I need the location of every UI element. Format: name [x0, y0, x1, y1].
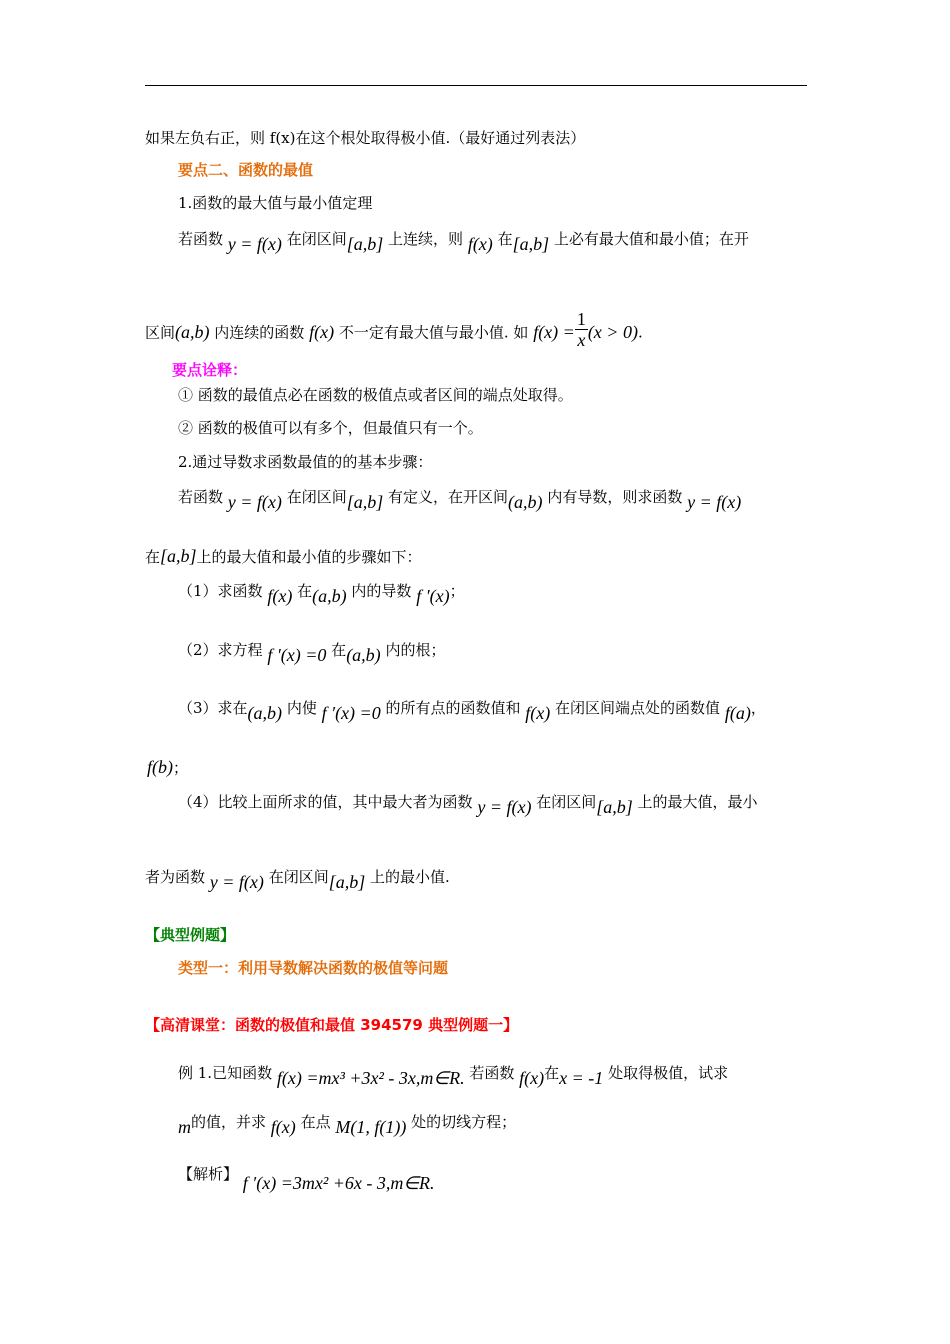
section-heading: 要点二、函数的最值 — [178, 161, 314, 179]
examples-heading: 【典型例题】 — [145, 926, 236, 944]
math-expression: (a,b) — [508, 492, 543, 512]
math-expression: y = f(x) — [687, 492, 742, 512]
math-expression: f ′(x) =0 — [321, 703, 381, 723]
math-expression: (a,b) — [175, 321, 210, 342]
math-expression: f(x) — [467, 234, 493, 254]
math-expression: f(a) — [724, 703, 751, 723]
math-expression: f(x) — [270, 1117, 296, 1137]
header-rule — [145, 85, 807, 86]
math-expression: f(x) = — [533, 321, 575, 342]
math-expression: y = f(x) — [209, 872, 264, 892]
math-expression: f(x) — [267, 586, 293, 606]
type-heading: 类型一：利用导数解决函数的极值等问题 — [178, 959, 449, 977]
example-line: 例 1.已知函数 f(x) =mx³ +3x² - 3x,m∈R. 若函数 f(x)在x = -1 处取得极值，试求 — [178, 1064, 729, 1088]
math-expression: f(b) — [147, 757, 173, 777]
subsection-title: 2.通过导数求函数最值的的基本步骤： — [178, 453, 433, 471]
math-expression: f(x) — [309, 321, 335, 342]
fraction: $\frac{1}{x}$ — [576, 309, 586, 350]
math-expression: f ′(x) =3mx² +6x - 3,m∈R. — [242, 1173, 435, 1193]
math-expression: (a,b) — [247, 703, 283, 723]
math-expression: (a,b) — [312, 586, 347, 606]
math-expression: f(x) — [525, 703, 551, 723]
math-expression: f ′(x) =0 — [267, 645, 327, 665]
step-item: （2）求方程 f ′(x) =0 在(a,b) 内的根； — [178, 641, 446, 665]
math-expression: f ′(x) — [416, 586, 450, 606]
math-expression: m — [178, 1117, 191, 1137]
math-expression: y = f(x) — [227, 234, 282, 254]
note-item: ① 函数的最值点必在函数的极值点或者区间的端点处取得。 — [178, 386, 573, 404]
math-expression: [a,b] — [346, 234, 384, 254]
example-line: m的值，并求 f(x) 在点 M(1, f(1)) 处的切线方程； — [178, 1113, 517, 1137]
text-line: 若函数 y = f(x) 在闭区间[a,b] 上连续，则 f(x) 在[a,b] 上必有最大值和最小值；在开 — [178, 230, 749, 254]
math-expression: y = f(x) — [227, 492, 282, 512]
math-expression: [a,b] — [512, 234, 550, 254]
step-item: （1）求函数 f(x) 在(a,b) 内的导数 f ′(x)； — [178, 582, 465, 606]
step-item: （4）比较上面所求的值，其中最大者为函数 y = f(x) 在闭区间[a,b] 上的最大值，最小 — [178, 793, 758, 817]
text-line: 者为函数 y = f(x) 在闭区间[a,b] 上的最小值. — [145, 868, 450, 892]
step-item: （3）求在(a,b) 内使 f ′(x) =0 的所有点的函数值和 f(x) 在闭区间端点处的函数值 f(a)， — [178, 699, 766, 723]
math-expression: f(x) — [519, 1068, 545, 1088]
math-expression: [a,b] — [596, 797, 633, 817]
math-expression: [a,b] — [160, 546, 197, 566]
text-line: 在[a,b]上的最大值和最小值的步骤如下： — [145, 546, 422, 566]
text-line: 区间(a,b) 内连续的函数 f(x) 不一定有最大值与最小值. 如 f(x) = $\frac{1}{x}$ (x > 0). — [145, 309, 643, 350]
text-line: 若函数 y = f(x) 在闭区间[a,b] 有定义，在开区间(a,b) 内有导数，则求函数 y = f(x) — [178, 488, 742, 512]
math-expression: (a,b) — [346, 645, 381, 665]
math-expression: M(1, f(1)) — [335, 1117, 407, 1137]
analysis-line: 【解析】 f ′(x) =3mx² +6x - 3,m∈R. — [178, 1165, 435, 1193]
math-expression: [a,b] — [328, 872, 366, 892]
math-expression: f(x) =mx³ +3x² - 3x,m∈R. — [276, 1068, 465, 1088]
note-item: ② 函数的极值可以有多个，但最值只有一个。 — [178, 419, 483, 437]
subsection-title: 1.函数的最大值与最小值定理 — [178, 194, 373, 212]
math-expression: y = f(x) — [477, 797, 532, 817]
text-line: 如果左负右正，则 f(x)在这个根处取得极小值.（最好通过列表法） — [145, 129, 586, 147]
math-expression: [a,b] — [346, 492, 384, 512]
math-expression: x = -1 — [559, 1068, 604, 1088]
class-heading: 【高清课堂：函数的极值和最值 394579 典型例题一】 — [145, 1016, 519, 1034]
math-expression: (x > 0) — [587, 321, 638, 342]
text-line: f(b)； — [147, 757, 189, 777]
note-heading: 要点诠释： — [172, 361, 248, 379]
